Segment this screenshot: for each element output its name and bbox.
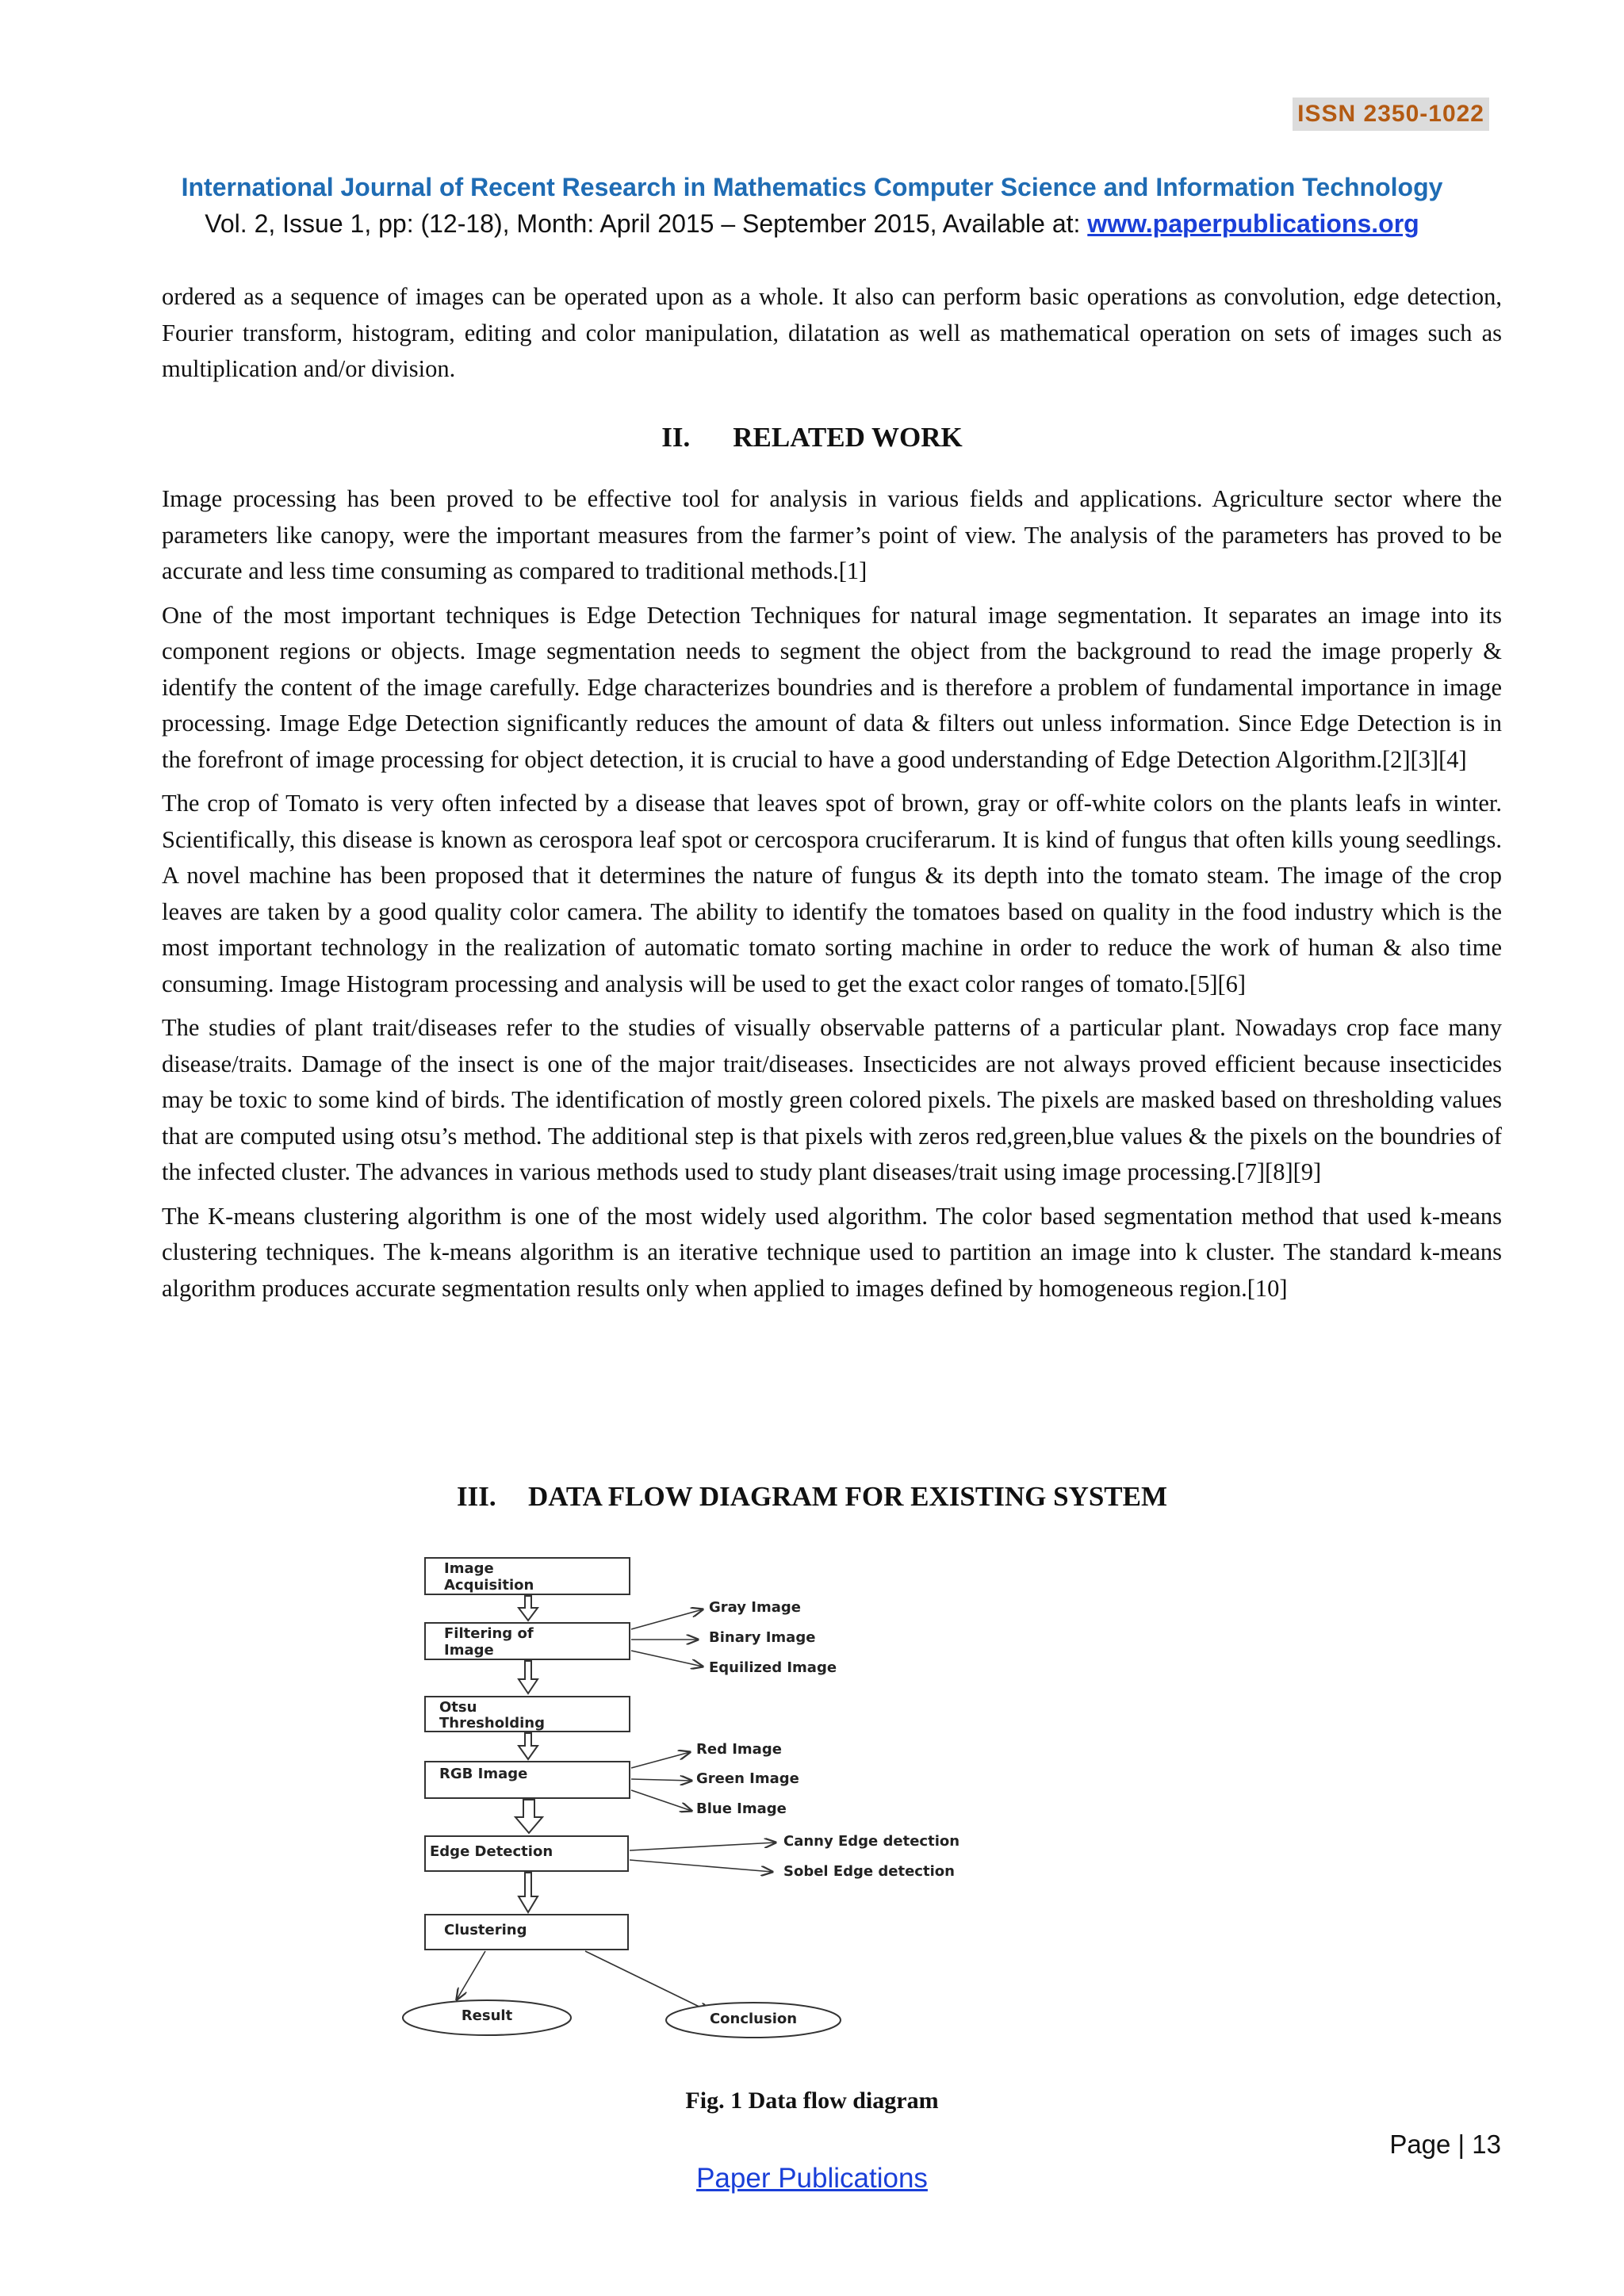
arrow xyxy=(631,1790,691,1811)
terminal-label: Result xyxy=(461,2007,513,2024)
arrow xyxy=(631,1779,691,1781)
section-number: III. xyxy=(456,1481,496,1512)
related-work-body xyxy=(162,481,1502,1314)
output-label: Equilized Image xyxy=(709,1659,837,1676)
arrow xyxy=(630,1843,776,1850)
paragraph: The studies of plant trait/diseases refer to the studies of visually observable patterns of a particular plant. Nowadays crop face many disease/traits. Damage of the insect is one of the major trait/diseases. Insecticides are not always proved efficient because insecticides may be toxic to some kind of birds. The identification of mostly green colored pixels. The pixels are masked based on thresholding values that are computed using otsu’s method. The additional step is that pixels with zeros red,green,blue values & the pixels on the boundries of the infected cluster. The advances in various methods used to study plant diseases/trait using image processing.[7][8][9] xyxy=(162,1014,1502,1185)
section-heading-data-flow xyxy=(0,1481,1624,1513)
down-arrow xyxy=(519,1661,538,1693)
publisher-link[interactable]: Paper Publications xyxy=(696,2163,928,2194)
output-label: Gray Image xyxy=(709,1599,801,1616)
box-label: Thresholding xyxy=(439,1715,545,1732)
journal-volume-line xyxy=(0,209,1624,239)
rgb-output-arrows xyxy=(631,1752,691,1811)
box-label: Filtering of xyxy=(444,1625,534,1642)
section-title: DATA FLOW DIAGRAM FOR EXISTING SYSTEM xyxy=(527,1481,1168,1512)
box-label: Clustering xyxy=(444,1922,527,1938)
output-label: Red Image xyxy=(696,1741,782,1758)
edge-output-arrows xyxy=(630,1843,776,1872)
box-label: Image xyxy=(444,1642,494,1659)
output-label: Green Image xyxy=(696,1770,799,1787)
output-label: Blue Image xyxy=(696,1800,787,1817)
section-title: RELATED WORK xyxy=(733,422,963,453)
down-arrow xyxy=(519,1873,538,1912)
terminal-label: Conclusion xyxy=(709,2011,798,2027)
data-flow-diagram xyxy=(381,1546,1063,2045)
box-label: Image xyxy=(444,1560,494,1577)
paragraph: Image processing has been proved to be effective tool for analysis in various fields and applications. Agriculture sector where the parameters like canopy, were the important measures from the farmer’s point of view. The analysis of the parameters has proved to be accurate and less time consuming as compared to traditional methods.[1] xyxy=(162,485,1502,584)
figure-caption: Fig. 1 Data flow diagram xyxy=(685,2087,939,2114)
filtering-output-arrows xyxy=(631,1609,703,1667)
arrow xyxy=(585,1951,710,2012)
arrow xyxy=(631,1609,703,1629)
arrow xyxy=(631,1651,703,1667)
page-number: Page | 13 xyxy=(1389,2130,1501,2159)
intro-paragraph-block xyxy=(162,279,1502,396)
output-label: Sobel Edge detection xyxy=(783,1863,955,1880)
box-label: Acquisition xyxy=(444,1577,534,1594)
paragraph: The K-means clustering algorithm is one of the most widely used algorithm. The color based segmentation method that used k-means clustering techniques. The k-means algorithm is an iterative technique used to partition an image into k cluster. The standard k-means algorithm produces accurate segmentation results only when applied to images defined by homogeneous region.[10] xyxy=(162,1202,1502,1302)
down-arrow xyxy=(519,1596,538,1621)
box-label: Edge Detection xyxy=(430,1843,553,1860)
down-arrow xyxy=(519,1733,538,1759)
section-heading-related-work xyxy=(0,422,1624,453)
arrow xyxy=(630,1860,772,1872)
website-link[interactable]: www.paperpublications.org xyxy=(1087,209,1419,238)
journal-title: International Journal of Recent Research in Mathematics Computer Science and Information Technology xyxy=(181,173,1443,201)
output-label: Binary Image xyxy=(709,1629,816,1646)
down-arrow xyxy=(515,1800,542,1833)
footer-publisher xyxy=(0,2163,1624,2195)
output-label: Canny Edge detection xyxy=(783,1833,960,1850)
paragraph: One of the most important techniques is Edge Detection Techniques for natural image segmentation. It separates an image into its component regions or objects. Image segmentation needs to segment the object from the background to read the image properly & identify the content of the image carefully. Edge characterizes boundries and is therefore a problem of fundamental importance in image processing. Image Edge Detection significantly reduces the amount of data & filters out unless information. Since Edge Detection is in the forefront of image processing for object detection, it is crucial to have a good understanding of Edge Detection Algorithm.[2][3][4] xyxy=(162,601,1502,773)
box-label: RGB Image xyxy=(439,1766,528,1782)
volume-info: Vol. 2, Issue 1, pp: (12-18), Month: April 2015 – September 2015, Available at: xyxy=(205,209,1088,238)
arrow xyxy=(631,1752,690,1768)
paragraph: The crop of Tomato is very often infected by a disease that leaves spot of brown, gray or off-white colors on the plants leafs in winter. Scientifically, this disease is known as cerospora leaf spot or cercospora cruciferarum. It is kind of fungus that often kills young seedlings. A novel machine has been proposed that it determines the nature of fungus & its depth into the tomato steam. The image of the crop leaves are taken by a good quality color camera. The ability to identify the tomatoes based on quality in the food industry which is the most important technology in the realization of automatic tomato sorting machine in order to reduce the work of human & also time consuming. Image Histogram processing and analysis will be used to get the exact color ranges of tomato.[5][6] xyxy=(162,790,1502,997)
box-label: Otsu xyxy=(439,1699,477,1716)
intro-paragraph: ordered as a sequence of images can be operated upon as a whole. It also can perform basic operations as convolution, edge detection, Fourier transform, histogram, editing and color manipulation, dilatation as well as mathematical operation on sets of images such as multiplication and/or division. xyxy=(162,283,1502,382)
arrow xyxy=(457,1951,485,1999)
issn-label: ISSN 2350-1022 xyxy=(1293,98,1489,131)
section-number: II. xyxy=(661,422,691,453)
